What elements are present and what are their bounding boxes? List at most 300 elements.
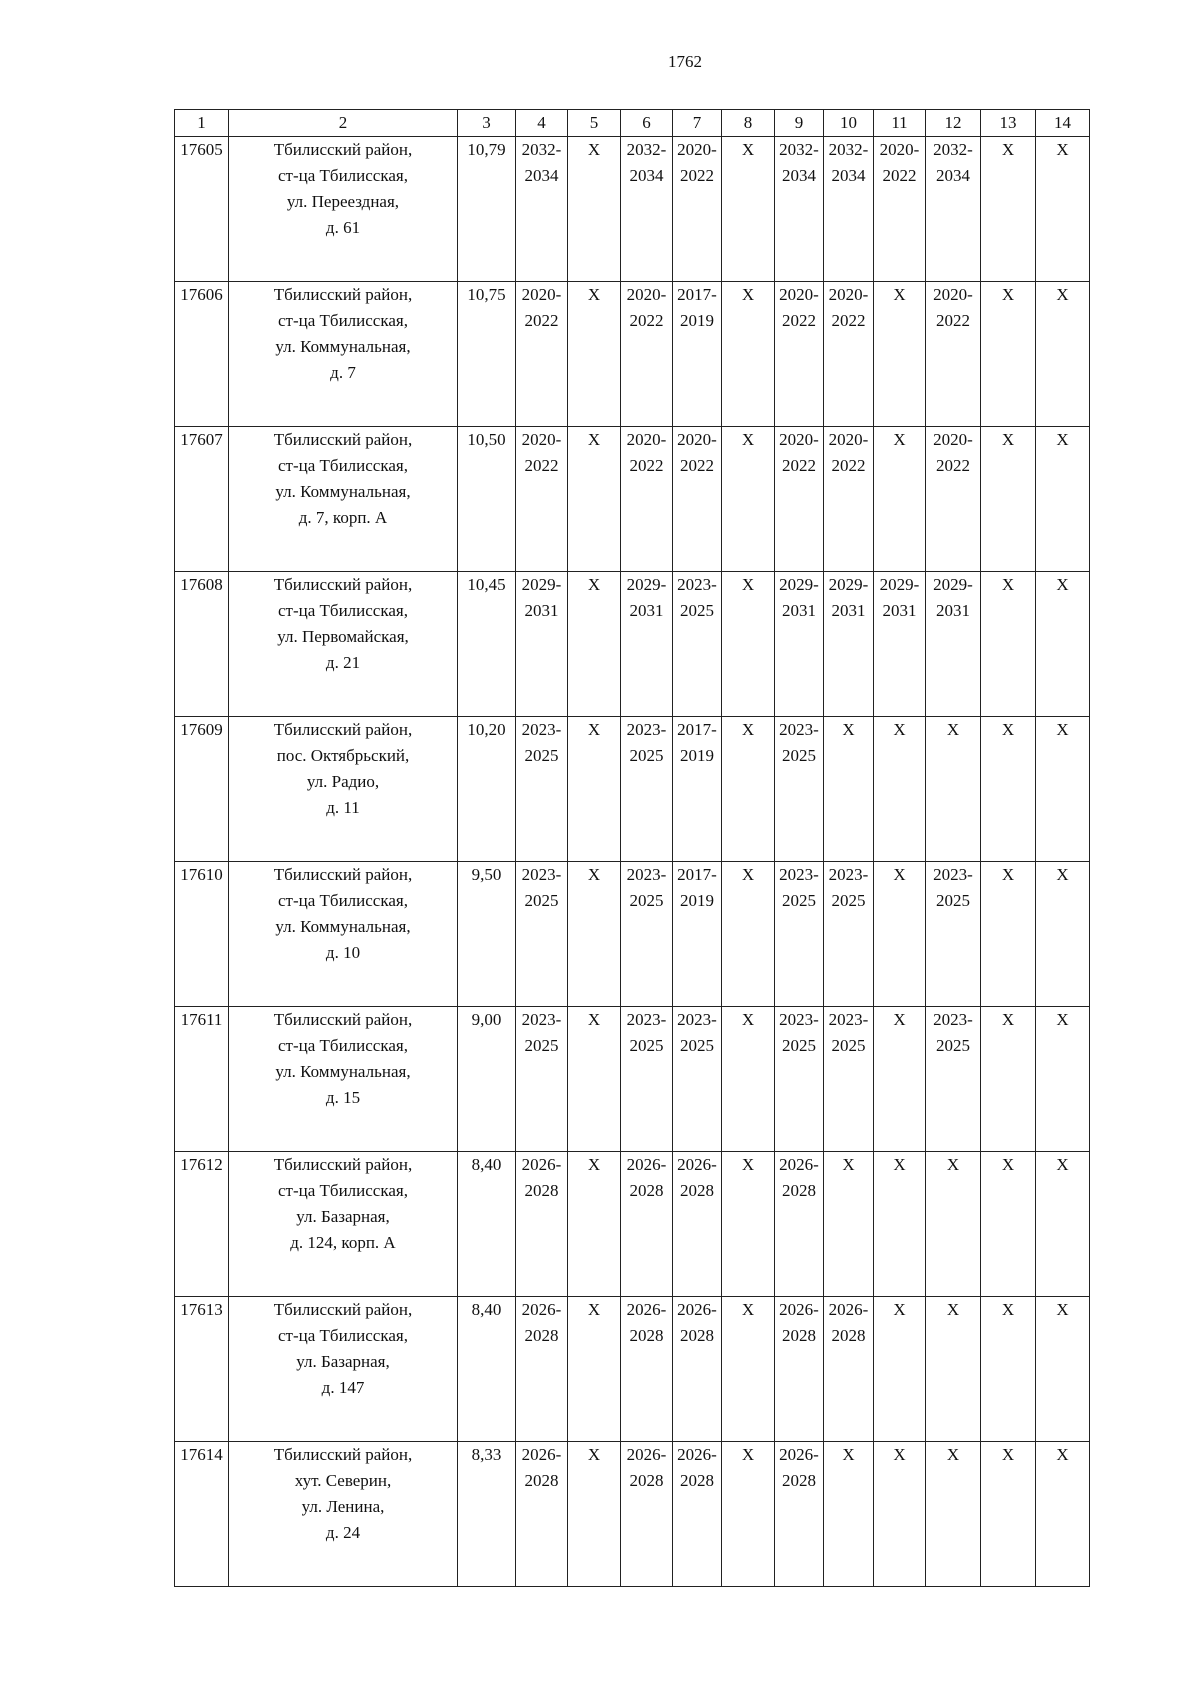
- address-cell: [229, 1297, 458, 1442]
- value-cell: [981, 1442, 1036, 1587]
- value-line: 2028: [629, 1471, 664, 1490]
- column-header: 11: [874, 110, 926, 137]
- page-number: 1762: [668, 52, 702, 71]
- value-cell: [824, 1297, 874, 1442]
- value-line: X: [842, 1155, 855, 1174]
- value-cell: [926, 1442, 981, 1587]
- address-line: д. 21: [325, 653, 361, 672]
- value-line: 2020-: [828, 285, 869, 304]
- address-line: ул. Радио,: [306, 772, 380, 791]
- column-header: 4: [516, 110, 568, 137]
- value-line: 2025: [936, 1036, 970, 1055]
- value-line: 2020-: [779, 430, 819, 449]
- address-cell: [229, 1442, 458, 1587]
- value-line: 2032-: [626, 140, 667, 159]
- column-header: 1: [175, 110, 229, 137]
- value-line: X: [587, 1300, 601, 1319]
- value-line: X: [741, 1155, 755, 1174]
- value-line: X: [1001, 865, 1015, 884]
- value-line: 2023-: [521, 1010, 562, 1029]
- value-cell: [621, 427, 673, 572]
- row-id: 17611: [175, 1007, 229, 1152]
- value-cell: [568, 282, 621, 427]
- row-id: 17610: [175, 862, 229, 1007]
- value-line: 2023-: [677, 575, 717, 594]
- value-line: 2029-: [626, 575, 667, 594]
- column-header: 10: [824, 110, 874, 137]
- value-line: X: [1001, 575, 1015, 594]
- value-cell: [722, 137, 775, 282]
- address-line: д. 24: [325, 1523, 361, 1542]
- address-line: пос. Октябрьский,: [276, 746, 410, 765]
- value-line: X: [587, 1010, 601, 1029]
- value-line: 2023-: [521, 720, 562, 739]
- value-line: 2034: [629, 166, 664, 185]
- value-line: 2026-: [779, 1445, 819, 1464]
- value-line: 2020-: [626, 430, 667, 449]
- area-cell: 8,40: [458, 1297, 516, 1442]
- table-row: [175, 282, 1090, 427]
- value-line: 2022: [524, 456, 559, 475]
- value-cell: [673, 137, 722, 282]
- value-line: 2022: [680, 456, 714, 475]
- value-line: X: [946, 1155, 960, 1174]
- address-cell: [229, 862, 458, 1007]
- address-line: д. 124, корп. А: [290, 1233, 396, 1252]
- address-line: ул. Базарная,: [296, 1207, 390, 1226]
- value-cell: [516, 282, 568, 427]
- value-line: 2028: [680, 1181, 714, 1200]
- address-line: Тбилисский район,: [273, 865, 413, 884]
- value-cell: [981, 572, 1036, 717]
- value-cell: [621, 572, 673, 717]
- value-cell: [926, 862, 981, 1007]
- value-cell: [673, 427, 722, 572]
- value-cell: [775, 572, 824, 717]
- value-cell: [1036, 282, 1090, 427]
- value-line: 2020-: [933, 285, 973, 304]
- value-cell: [673, 572, 722, 717]
- value-line: 2019: [680, 311, 714, 330]
- value-cell: [981, 1152, 1036, 1297]
- value-line: 2020-: [521, 285, 562, 304]
- area-cell: 10,50: [458, 427, 516, 572]
- register-table: [174, 109, 1090, 1587]
- value-line: 2025: [782, 891, 816, 910]
- value-line: 2020-: [779, 285, 819, 304]
- value-line: 2022: [629, 311, 664, 330]
- value-cell: [568, 137, 621, 282]
- value-cell: [516, 1297, 568, 1442]
- address-cell: [229, 137, 458, 282]
- value-line: 2029-: [828, 575, 869, 594]
- value-line: X: [1056, 140, 1069, 159]
- value-cell: [981, 427, 1036, 572]
- address-line: ст-ца Тбилисская,: [278, 1181, 408, 1200]
- value-line: 2022: [936, 456, 970, 475]
- address-line: ст-ца Тбилисская,: [278, 311, 408, 330]
- address-line: ул. Ленина,: [301, 1497, 385, 1516]
- value-line: X: [1056, 430, 1069, 449]
- address-line: ул. Переездная,: [286, 192, 400, 211]
- value-line: 2020-: [677, 140, 717, 159]
- value-cell: [775, 1007, 824, 1152]
- value-line: 2023-: [779, 865, 819, 884]
- value-cell: [673, 862, 722, 1007]
- table-body: [175, 137, 1090, 1587]
- value-cell: [981, 282, 1036, 427]
- address-line: д. 11: [326, 798, 360, 817]
- value-cell: [874, 1152, 926, 1297]
- value-line: 2028: [524, 1471, 559, 1490]
- value-line: X: [741, 140, 755, 159]
- value-line: X: [741, 430, 755, 449]
- address-line: Тбилисский район,: [273, 1445, 413, 1464]
- address-line: хут. Северин,: [294, 1471, 392, 1490]
- area-cell: 8,40: [458, 1152, 516, 1297]
- value-line: 2028: [524, 1326, 559, 1345]
- area-cell: 9,00: [458, 1007, 516, 1152]
- value-line: 2026-: [779, 1300, 819, 1319]
- value-line: X: [587, 285, 601, 304]
- value-line: X: [587, 430, 601, 449]
- value-line: X: [1001, 1445, 1015, 1464]
- value-line: 2023-: [828, 1010, 869, 1029]
- column-header: 9: [775, 110, 824, 137]
- value-line: X: [893, 1155, 906, 1174]
- area-cell: 9,50: [458, 862, 516, 1007]
- value-line: 2025: [831, 891, 866, 910]
- value-cell: [568, 1007, 621, 1152]
- row-id: 17605: [175, 137, 229, 282]
- address-line: ул. Коммунальная,: [275, 482, 411, 501]
- table-row: [175, 137, 1090, 282]
- value-cell: [722, 427, 775, 572]
- column-header: 2: [229, 110, 458, 137]
- value-cell: [621, 1442, 673, 1587]
- value-line: 2032-: [521, 140, 562, 159]
- address-line: д. 10: [325, 943, 361, 962]
- address-line: ст-ца Тбилисская,: [278, 891, 408, 910]
- value-line: 2022: [831, 456, 866, 475]
- value-line: 2020-: [828, 430, 869, 449]
- value-line: 2031: [782, 601, 816, 620]
- value-cell: [673, 1007, 722, 1152]
- value-cell: [824, 427, 874, 572]
- address-line: ст-ца Тбилисская,: [278, 1036, 408, 1055]
- address-line: д. 7, корп. А: [298, 508, 388, 527]
- value-cell: [621, 862, 673, 1007]
- table-row: [175, 1442, 1090, 1587]
- row-id: 17613: [175, 1297, 229, 1442]
- value-line: 2031: [524, 601, 559, 620]
- value-cell: [568, 572, 621, 717]
- value-line: 2025: [629, 891, 664, 910]
- value-cell: [926, 1297, 981, 1442]
- value-line: X: [946, 1300, 960, 1319]
- value-line: X: [1056, 285, 1069, 304]
- value-line: X: [893, 1445, 906, 1464]
- value-cell: [981, 137, 1036, 282]
- address-line: ул. Базарная,: [296, 1352, 390, 1371]
- value-cell: [722, 572, 775, 717]
- value-cell: [516, 1007, 568, 1152]
- value-line: 2017-: [677, 285, 717, 304]
- value-cell: [673, 1297, 722, 1442]
- area-cell: 10,79: [458, 137, 516, 282]
- value-line: X: [587, 140, 601, 159]
- value-line: X: [1001, 430, 1015, 449]
- value-cell: [1036, 427, 1090, 572]
- value-line: X: [587, 575, 601, 594]
- value-line: X: [893, 430, 906, 449]
- value-cell: [516, 717, 568, 862]
- value-cell: [516, 1442, 568, 1587]
- value-cell: [824, 862, 874, 1007]
- value-line: X: [741, 865, 755, 884]
- value-cell: [1036, 1442, 1090, 1587]
- value-line: X: [741, 575, 755, 594]
- address-cell: [229, 1152, 458, 1297]
- value-line: X: [587, 1445, 601, 1464]
- value-cell: [926, 1007, 981, 1152]
- address-line: ул. Коммунальная,: [275, 1062, 411, 1081]
- value-line: X: [741, 285, 755, 304]
- value-line: X: [1001, 1155, 1015, 1174]
- value-cell: [775, 717, 824, 862]
- value-cell: [1036, 572, 1090, 717]
- value-cell: [874, 862, 926, 1007]
- value-line: 2023-: [626, 1010, 667, 1029]
- column-header: 8: [722, 110, 775, 137]
- value-cell: [874, 282, 926, 427]
- column-header: 12: [926, 110, 981, 137]
- value-cell: [568, 1152, 621, 1297]
- address-line: ул. Первомайская,: [277, 627, 409, 646]
- value-line: 2028: [782, 1471, 816, 1490]
- value-cell: [516, 572, 568, 717]
- value-cell: [722, 1152, 775, 1297]
- value-line: 2029-: [779, 575, 819, 594]
- value-line: 2026-: [521, 1155, 562, 1174]
- value-cell: [926, 717, 981, 862]
- value-cell: [1036, 1152, 1090, 1297]
- value-line: 2023-: [828, 865, 869, 884]
- value-line: 2017-: [677, 865, 717, 884]
- value-line: X: [741, 1010, 755, 1029]
- value-line: 2034: [524, 166, 559, 185]
- column-number-row: [175, 110, 1090, 137]
- value-line: X: [893, 285, 906, 304]
- value-line: 2022: [782, 456, 816, 475]
- value-line: X: [1056, 1155, 1069, 1174]
- value-line: 2025: [936, 891, 970, 910]
- value-cell: [516, 862, 568, 1007]
- value-line: X: [1001, 140, 1015, 159]
- value-line: 2026-: [677, 1445, 717, 1464]
- value-cell: [516, 427, 568, 572]
- value-cell: [874, 1007, 926, 1152]
- value-line: 2026-: [677, 1155, 717, 1174]
- value-cell: [824, 282, 874, 427]
- column-header: 13: [981, 110, 1036, 137]
- value-cell: [673, 1152, 722, 1297]
- address-line: ст-ца Тбилисская,: [278, 1326, 408, 1345]
- value-cell: [824, 1152, 874, 1297]
- value-line: X: [1001, 1300, 1015, 1319]
- value-line: 2025: [629, 1036, 664, 1055]
- value-line: X: [1056, 865, 1069, 884]
- value-line: 2025: [524, 746, 559, 765]
- value-line: X: [1001, 1010, 1015, 1029]
- value-line: X: [1056, 1445, 1069, 1464]
- area-cell: 10,20: [458, 717, 516, 862]
- value-line: X: [1056, 1300, 1069, 1319]
- value-cell: [775, 427, 824, 572]
- value-cell: [621, 137, 673, 282]
- address-line: ул. Коммунальная,: [275, 337, 411, 356]
- value-line: 2031: [831, 601, 866, 620]
- value-cell: [621, 1007, 673, 1152]
- address-line: Тбилисский район,: [273, 1155, 413, 1174]
- table-row: [175, 1007, 1090, 1152]
- value-cell: [775, 1442, 824, 1587]
- value-cell: [1036, 717, 1090, 862]
- value-cell: [722, 1007, 775, 1152]
- area-cell: 10,75: [458, 282, 516, 427]
- value-line: 2026-: [677, 1300, 717, 1319]
- value-cell: [1036, 1297, 1090, 1442]
- value-line: 2026-: [521, 1300, 562, 1319]
- value-line: 2029-: [879, 575, 920, 594]
- address-line: ст-ца Тбилисская,: [278, 456, 408, 475]
- address-line: Тбилисский район,: [273, 575, 413, 594]
- value-cell: [824, 1442, 874, 1587]
- value-line: X: [741, 1300, 755, 1319]
- value-line: X: [946, 720, 960, 739]
- value-line: 2028: [782, 1326, 816, 1345]
- row-id: 17609: [175, 717, 229, 862]
- value-line: X: [1056, 575, 1069, 594]
- value-line: 2023-: [626, 720, 667, 739]
- value-cell: [926, 1152, 981, 1297]
- value-line: X: [893, 1300, 906, 1319]
- address-line: Тбилисский район,: [273, 720, 413, 739]
- value-cell: [621, 1152, 673, 1297]
- value-line: X: [893, 1010, 906, 1029]
- value-line: 2020-: [933, 430, 973, 449]
- value-line: 2017-: [677, 720, 717, 739]
- value-cell: [775, 137, 824, 282]
- column-header: 6: [621, 110, 673, 137]
- value-cell: [981, 1007, 1036, 1152]
- value-line: X: [1001, 285, 1015, 304]
- value-cell: [874, 137, 926, 282]
- value-cell: [926, 572, 981, 717]
- value-line: 2020-: [626, 285, 667, 304]
- row-id: 17606: [175, 282, 229, 427]
- value-line: 2026-: [626, 1155, 667, 1174]
- address-cell: [229, 717, 458, 862]
- value-line: 2022: [831, 311, 866, 330]
- value-line: 2032-: [828, 140, 869, 159]
- value-cell: [722, 1297, 775, 1442]
- value-cell: [775, 1297, 824, 1442]
- address-line: Тбилисский район,: [273, 430, 413, 449]
- value-line: 2020-: [879, 140, 920, 159]
- value-cell: [824, 717, 874, 862]
- value-line: 2025: [831, 1036, 866, 1055]
- value-line: 2023-: [677, 1010, 717, 1029]
- value-line: X: [1056, 720, 1069, 739]
- value-line: X: [842, 1445, 855, 1464]
- value-line: X: [587, 865, 601, 884]
- row-id: 17612: [175, 1152, 229, 1297]
- value-cell: [673, 717, 722, 862]
- value-cell: [824, 137, 874, 282]
- value-line: X: [741, 1445, 755, 1464]
- value-line: 2022: [629, 456, 664, 475]
- value-cell: [568, 427, 621, 572]
- address-cell: [229, 1007, 458, 1152]
- value-cell: [673, 282, 722, 427]
- value-line: 2034: [831, 166, 866, 185]
- value-cell: [824, 572, 874, 717]
- value-line: X: [946, 1445, 960, 1464]
- value-cell: [775, 862, 824, 1007]
- value-line: 2026-: [521, 1445, 562, 1464]
- value-line: 2026-: [626, 1300, 667, 1319]
- value-cell: [1036, 1007, 1090, 1152]
- value-cell: [874, 427, 926, 572]
- value-line: 2022: [936, 311, 970, 330]
- value-line: 2025: [524, 1036, 559, 1055]
- address-cell: [229, 572, 458, 717]
- value-line: X: [893, 865, 906, 884]
- value-line: 2023-: [521, 865, 562, 884]
- value-line: 2022: [782, 311, 816, 330]
- value-cell: [722, 862, 775, 1007]
- address-line: ул. Коммунальная,: [275, 917, 411, 936]
- value-line: 2031: [936, 601, 970, 620]
- value-line: 2031: [629, 601, 664, 620]
- address-line: Тбилисский район,: [273, 285, 413, 304]
- value-line: 2028: [680, 1471, 714, 1490]
- column-header: 3: [458, 110, 516, 137]
- value-line: 2025: [782, 746, 816, 765]
- address-cell: [229, 282, 458, 427]
- value-line: 2028: [524, 1181, 559, 1200]
- value-cell: [824, 1007, 874, 1152]
- value-cell: [775, 1152, 824, 1297]
- value-line: 2023-: [933, 865, 973, 884]
- address-line: Тбилисский район,: [273, 1010, 413, 1029]
- value-cell: [874, 717, 926, 862]
- value-line: 2032-: [933, 140, 973, 159]
- table-row: [175, 717, 1090, 862]
- value-line: 2020-: [521, 430, 562, 449]
- value-cell: [981, 717, 1036, 862]
- address-line: Тбилисский район,: [273, 140, 413, 159]
- value-line: 2023-: [626, 865, 667, 884]
- value-cell: [673, 1442, 722, 1587]
- row-id: 17607: [175, 427, 229, 572]
- value-line: 2022: [680, 166, 714, 185]
- address-line: ст-ца Тбилисская,: [278, 166, 408, 185]
- table-row: [175, 862, 1090, 1007]
- value-line: 2028: [831, 1326, 866, 1345]
- value-cell: [926, 137, 981, 282]
